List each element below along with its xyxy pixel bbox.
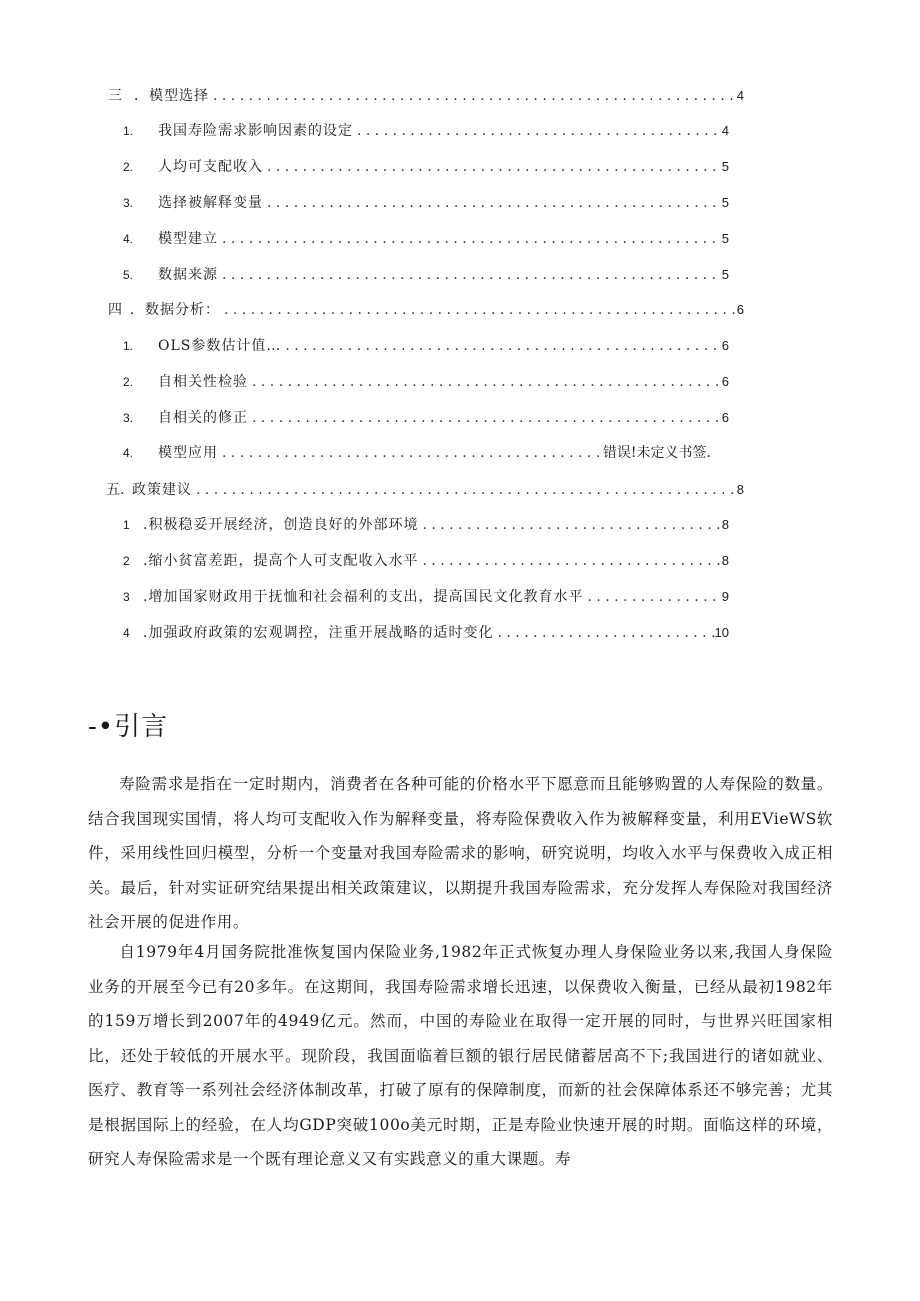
toc-number: 2. — [123, 160, 134, 174]
toc-entry[interactable] — [123, 334, 729, 358]
toc-entry[interactable] — [123, 227, 729, 251]
toc-number: 2. — [123, 375, 134, 389]
paragraph-text: 自1979年4月国务院批准恢复国内保险业务,1982年正式恢复办理人身保险业务以来,我国人身保险业务的开展至今已有20多年。在这期间，我国寿险需求增长迅速，以保费收入衡量，已经从最初1982年的159万增长到2007年的4949亿元。然而，中国的寿险业在取得一定开展的同时，与世界兴旺国家相比，还处于较低的开展水平。现阶段，我国面临着巨额的银行居民储蓄居高不下;我国进行的诸如就业、医疗、教育等一系列社会经济体制改革，打破了原有的保障制度，而新的社会保障体系还不够完善；尤其是根据国际上的经验，在人均GDP突破100o美元时期，正是寿险业快速开展的时期。面临这样的环境，研究人寿保险需求是一个既有理论意义又有实践意义的重大课题。寿 — [88, 943, 833, 1168]
toc-entry[interactable] — [108, 298, 744, 322]
section-heading: -•引言 — [88, 712, 169, 742]
toc-title: 自相关的修正 — [158, 410, 248, 426]
toc-page: 8 — [736, 482, 744, 497]
toc-leader — [248, 370, 722, 394]
body-paragraph — [88, 767, 833, 940]
toc-title: .增加国家财政用于抚恤和社会福利的支出，提高国民文化教育水平 — [143, 589, 584, 605]
toc-leader — [192, 478, 737, 502]
toc-title: 模型建立 — [158, 231, 218, 247]
toc-number: 1. — [123, 339, 134, 353]
toc-leader — [218, 263, 722, 287]
paragraph-text: 寿险需求是指在一定时期内，消费者在各种可能的价格水平下愿意而且能够购置的人寿保险的数量。结合我国现实国情，将人均可支配收入作为解释变量，将寿险保费收入作为被解释变量，利用EVieWS软件，采用线性回归模型，分析一个变量对我国寿险需求的影响，研究说明，均收入水平与保费收入成正相关。最后，针对实证研究结果提出相关政策建议，以期提升我国寿险需求，充分发挥人寿保险对我国经济社会开展的促进作用。 — [88, 775, 833, 931]
toc-leader — [418, 513, 721, 537]
toc-page: 8 — [721, 517, 729, 532]
toc-number: 3. — [123, 196, 134, 210]
toc-leader — [220, 298, 737, 322]
toc-entry[interactable] — [123, 263, 729, 287]
toc-leader — [281, 334, 721, 358]
toc-number: 四 — [108, 302, 122, 318]
toc-entry[interactable] — [123, 585, 729, 609]
toc-entry[interactable] — [123, 513, 729, 537]
toc-title: ．模型选择 — [134, 88, 209, 104]
toc-title: 自相关性检验 — [158, 374, 248, 390]
toc-entry[interactable] — [123, 370, 729, 394]
toc-leader — [218, 227, 722, 251]
toc-entry[interactable] — [123, 119, 729, 143]
body-paragraph — [88, 935, 833, 1177]
toc-page: 6 — [721, 338, 729, 353]
toc-leader — [353, 119, 722, 143]
toc-number: 五. — [106, 482, 125, 498]
toc-page: 6 — [736, 302, 744, 317]
toc-number: 1 — [123, 518, 130, 532]
toc-number: 4 — [123, 626, 130, 640]
toc-entry[interactable] — [123, 549, 729, 573]
toc-number: 3. — [123, 411, 134, 425]
toc-number: 2 — [123, 554, 130, 568]
toc-number: 5. — [123, 268, 134, 282]
toc-page-error: 错误!未定义书签. — [602, 445, 711, 461]
toc-title: ．数据分析： — [130, 302, 220, 318]
toc-entry[interactable] — [123, 621, 729, 645]
toc-page: 4 — [736, 88, 744, 103]
toc-title: .缩小贫富差距，提高个人可支配收入水平 — [143, 553, 419, 569]
toc-page: 5 — [721, 267, 729, 282]
toc-leader — [583, 585, 721, 609]
toc-title: 政策建议 — [132, 482, 192, 498]
toc-title: 我国寿险需求影响因素的设定 — [158, 123, 353, 139]
toc-entry[interactable] — [108, 84, 744, 108]
toc-title: 数据来源 — [158, 267, 218, 283]
toc-leader — [493, 621, 714, 645]
toc-number: 3 — [123, 590, 130, 604]
toc-title: .积极稳妥开展经济，创造良好的外部环境 — [143, 517, 419, 533]
toc-title: .加强政府政策的宏观调控，注重开展战略的适时变化 — [143, 625, 494, 641]
toc-title: 选择被解释变量 — [158, 195, 263, 211]
toc-entry[interactable] — [123, 406, 729, 430]
toc-number: 三 — [108, 88, 122, 104]
toc-page: 6 — [721, 410, 729, 425]
toc-leader — [218, 441, 603, 465]
toc-number: 1. — [123, 124, 134, 138]
toc-page: 5 — [721, 195, 729, 210]
toc-leader — [263, 155, 722, 179]
toc-page: 5 — [721, 231, 729, 246]
toc-entry[interactable] — [123, 441, 711, 465]
toc-page: 10 — [714, 625, 729, 640]
toc-page: 4 — [721, 123, 729, 138]
toc-title: 模型应用 — [158, 445, 218, 461]
toc-title: 人均可支配收入 — [158, 159, 263, 175]
toc-page: 6 — [721, 374, 729, 389]
toc-page: 8 — [721, 553, 729, 568]
toc-leader — [418, 549, 721, 573]
toc-leader — [263, 191, 722, 215]
toc-number: 4. — [123, 232, 134, 246]
toc-title: OLS参数估计值… — [158, 338, 282, 354]
toc-entry[interactable] — [123, 191, 729, 215]
toc-page: 9 — [721, 589, 729, 604]
toc-page: 5 — [721, 159, 729, 174]
toc-entry[interactable] — [123, 155, 729, 179]
toc-leader — [248, 406, 722, 430]
toc-entry[interactable] — [106, 478, 744, 502]
toc-leader — [209, 84, 737, 108]
toc-number: 4. — [123, 446, 134, 460]
